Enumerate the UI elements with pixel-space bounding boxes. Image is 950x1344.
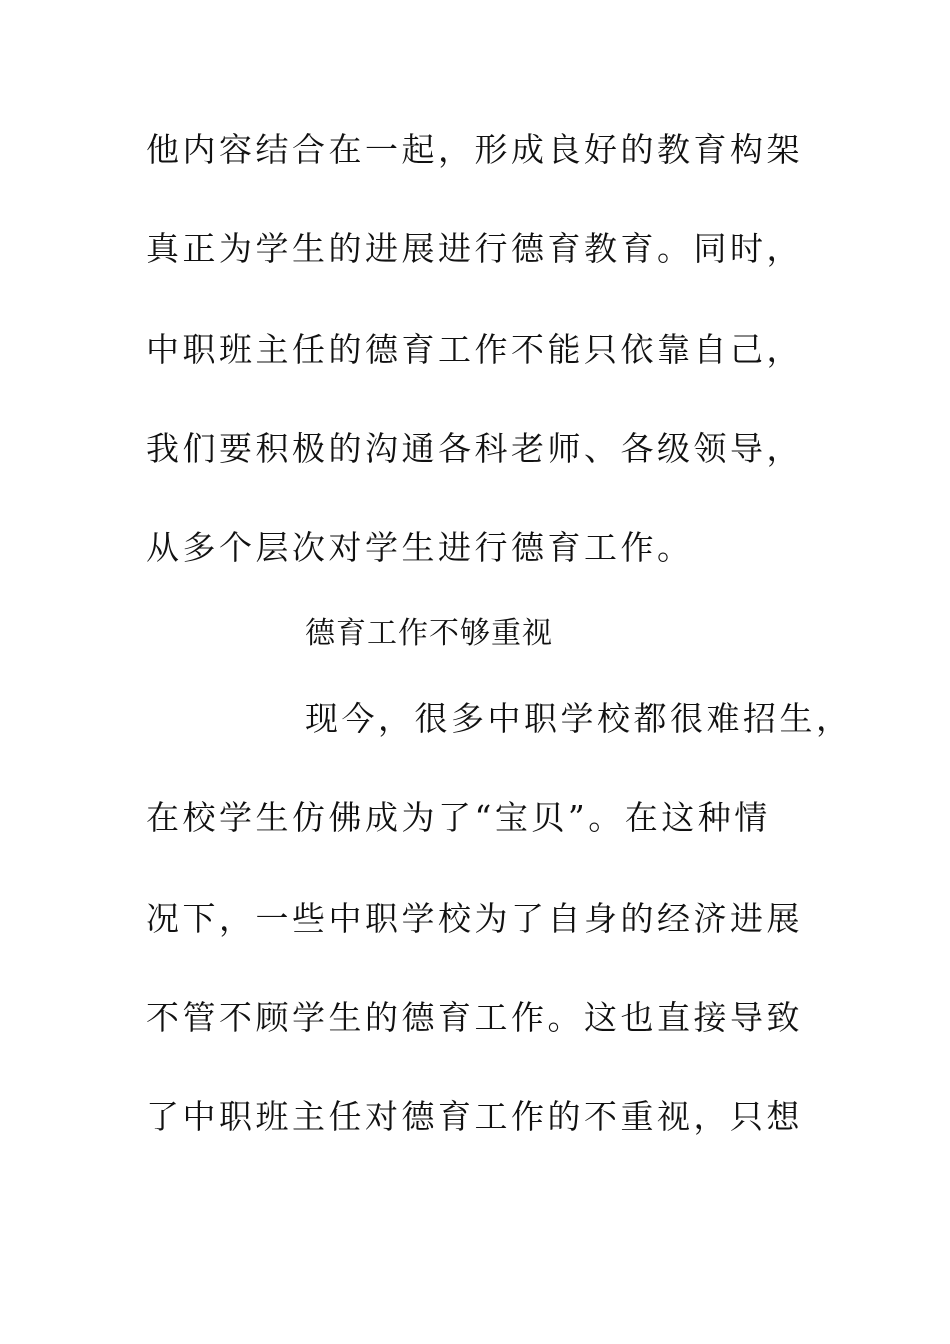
- text-line: 了中职班主任对德育工作的不重视，只想: [146, 1097, 803, 1136]
- text-line: 中职班主任的德育工作不能只依靠自己，: [146, 330, 803, 369]
- section-heading: 德育工作不够重视: [305, 616, 553, 651]
- text-line: 况下，一些中职学校为了自身的经济进展: [146, 899, 803, 938]
- text-line: 他内容结合在一起，形成良好的教育构架: [146, 130, 803, 169]
- text-line: 从多个层次对学生进行德育工作。: [146, 528, 694, 567]
- text-line: 在校学生仿佛成为了“宝贝”。在这种情: [146, 798, 771, 837]
- text-line: 我们要积极的沟通各科老师、各级领导，: [146, 429, 803, 468]
- text-line: 不管不顾学生的德育工作。这也直接导致: [146, 998, 803, 1037]
- text-line: 现今，很多中职学校都很难招生，: [305, 699, 853, 738]
- text-line: 真正为学生的进展进行德育教育。同时，: [146, 229, 803, 268]
